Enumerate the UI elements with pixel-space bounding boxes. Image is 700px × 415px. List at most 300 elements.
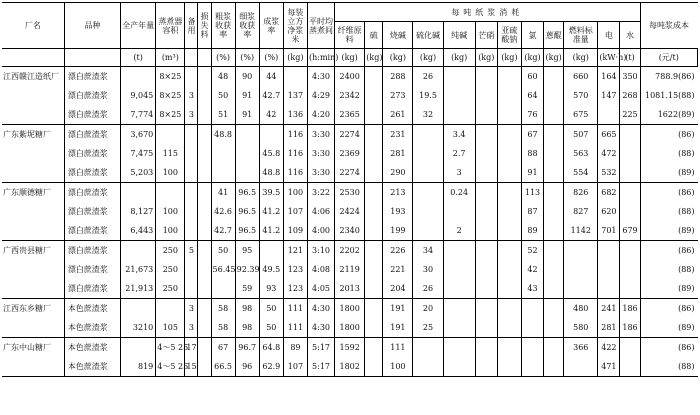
table-cell xyxy=(620,202,640,221)
table-cell: 92.39 xyxy=(235,260,259,279)
table-cell: 281 xyxy=(383,144,413,163)
table-cell xyxy=(259,125,283,145)
table-cell xyxy=(443,318,475,338)
table-cell: 290 xyxy=(383,163,413,183)
cost-cell: (86) xyxy=(640,183,697,203)
table-cell xyxy=(235,144,259,163)
table-cell xyxy=(121,183,156,203)
table-cell: 123 xyxy=(283,279,307,299)
product-name: 漂白蔗渣浆 xyxy=(64,86,120,105)
table-cell xyxy=(475,260,497,279)
cost-cell: (86) xyxy=(640,125,697,145)
table-cell: 105 xyxy=(156,318,185,338)
table-cell: 93 xyxy=(259,279,283,299)
table-cell xyxy=(365,202,383,221)
table-cell: 231 xyxy=(383,125,413,145)
table-cell: 3,670 xyxy=(121,125,156,145)
table-cell xyxy=(198,202,211,221)
unit-cell: (%) xyxy=(235,49,259,67)
table-cell: 4:30 xyxy=(307,299,334,319)
table-cell xyxy=(121,338,156,358)
table-cell: 1802 xyxy=(335,357,365,377)
table-cell: 191 xyxy=(383,318,413,338)
product-name: 本色蔗渣浆 xyxy=(64,357,120,377)
table-cell: 116 xyxy=(283,125,307,145)
col-crude-yield: 粗浆收获率 xyxy=(211,3,235,49)
unit-cell: (kg) xyxy=(443,49,475,67)
cost-cell: (86) xyxy=(640,299,697,319)
table-cell xyxy=(198,105,211,125)
table-cell: 90 xyxy=(235,67,259,87)
table-cell: 226 xyxy=(383,241,413,261)
table-cell xyxy=(365,163,383,183)
table-cell xyxy=(598,279,620,299)
table-cell: 49.5 xyxy=(259,260,283,279)
table-cell xyxy=(544,183,564,203)
table-cell xyxy=(365,183,383,203)
table-cell: 3:30 xyxy=(307,144,334,163)
table-cell xyxy=(620,338,640,358)
table-cell: 221 xyxy=(383,260,413,279)
table-cell xyxy=(413,202,443,221)
unit-cell: (kg) xyxy=(521,49,543,67)
table-cell xyxy=(544,260,564,279)
table-cell: 2274 xyxy=(335,125,365,145)
table-cell: 4:29 xyxy=(307,86,334,105)
table-cell: 570 xyxy=(564,86,598,105)
table-cell: 480 xyxy=(564,299,598,319)
table-cell: 1800 xyxy=(335,299,365,319)
table-cell xyxy=(211,279,235,299)
table-cell xyxy=(497,279,521,299)
table-cell: 422 xyxy=(598,338,620,358)
col-fuel: 燃料标准量 xyxy=(564,22,598,49)
product-name: 漂白蔗渣浆 xyxy=(64,125,120,145)
table-cell xyxy=(620,125,640,145)
table-cell xyxy=(497,86,521,105)
table-cell xyxy=(185,183,198,203)
table-cell: 471 xyxy=(598,357,620,377)
table-cell: 2369 xyxy=(335,144,365,163)
table-cell xyxy=(413,338,443,358)
table-cell: 26 xyxy=(413,279,443,299)
table-cell: 147 xyxy=(598,86,620,105)
factory-name xyxy=(2,279,64,299)
table-cell xyxy=(365,125,383,145)
table-cell: 88 xyxy=(521,144,543,163)
table-cell xyxy=(497,183,521,203)
table-cell xyxy=(475,183,497,203)
table-row xyxy=(2,357,698,377)
table-cell: 76 xyxy=(521,105,543,125)
table-cell: 50 xyxy=(211,241,235,261)
factory-name: 广东中山糖厂 xyxy=(2,338,64,358)
table-cell: 91 xyxy=(235,105,259,125)
table-cell xyxy=(443,105,475,125)
table-cell: 8×25 xyxy=(156,67,185,87)
table-cell: 45.8 xyxy=(259,144,283,163)
table-cell: 41.2 xyxy=(259,202,283,221)
table-cell xyxy=(365,241,383,261)
table-cell: 91 xyxy=(235,86,259,105)
table-cell xyxy=(443,260,475,279)
table-cell xyxy=(620,279,640,299)
table-cell: 123 xyxy=(283,260,307,279)
table-cell: 48.8 xyxy=(211,125,235,145)
table-cell xyxy=(564,357,598,377)
table-cell: 3:22 xyxy=(307,183,334,203)
cost-cell: (88) xyxy=(678,207,695,216)
table-cell xyxy=(185,67,198,87)
table-cell: 20 xyxy=(413,299,443,319)
table-cell: 3 xyxy=(185,318,198,338)
table-cell xyxy=(521,338,543,358)
table-cell xyxy=(620,183,640,203)
cost-cell: (86) xyxy=(640,338,697,358)
table-cell xyxy=(156,183,185,203)
col-sodium-sulfide: 硫化碱 xyxy=(413,22,443,49)
table-cell xyxy=(365,67,383,87)
cost-cell: (89) xyxy=(678,323,695,332)
table-cell xyxy=(497,357,521,377)
product-name: 漂白蔗渣浆 xyxy=(64,221,120,241)
cost-cell: (88) xyxy=(678,362,695,371)
table-cell: 41 xyxy=(211,183,235,203)
table-cell: 3 xyxy=(185,86,198,105)
table-cell xyxy=(443,279,475,299)
col-mirabilite: 芒硝 xyxy=(475,22,497,49)
table-cell: 665 xyxy=(598,125,620,145)
col-chlorine: 氯 xyxy=(521,22,543,49)
col-electricity: 电 xyxy=(598,22,620,49)
unit-cell: (kg) xyxy=(544,49,564,67)
factory-name xyxy=(2,86,64,105)
table-cell: 225 xyxy=(620,105,640,125)
table-cell xyxy=(544,202,564,221)
table-cell: 17 xyxy=(185,338,198,358)
table-cell: 96.5 xyxy=(235,221,259,241)
table-cell: 42.7 xyxy=(211,221,235,241)
unit-cell: (h:min) xyxy=(307,49,334,67)
unit-cell: (t) xyxy=(121,49,156,67)
table-cell: 19.5 xyxy=(413,86,443,105)
table-cell: 67 xyxy=(521,125,543,145)
unit-cell: (kg) xyxy=(475,49,497,67)
table-cell xyxy=(620,241,640,261)
table-cell: 250 xyxy=(156,279,185,299)
table-cell: 4:05 xyxy=(307,279,334,299)
table-cell xyxy=(185,163,198,183)
table-cell xyxy=(521,299,543,319)
table-cell xyxy=(198,144,211,163)
col-caustic: 烧碱 xyxy=(383,22,413,49)
table-cell: 2274 xyxy=(335,163,365,183)
table-cell xyxy=(620,260,640,279)
table-cell: 3:30 xyxy=(307,125,334,145)
table-cell xyxy=(497,338,521,358)
table-cell: 66.5 xyxy=(211,357,235,377)
table-cell xyxy=(198,279,211,299)
factory-name xyxy=(2,163,64,183)
unit-cell: (%) xyxy=(211,49,235,67)
unit-cell: (kg) xyxy=(283,49,307,67)
table-row xyxy=(2,67,698,87)
table-cell: 2424 xyxy=(335,202,365,221)
table-cell xyxy=(185,260,198,279)
table-cell: 620 xyxy=(598,202,620,221)
cost-cell: (89) xyxy=(678,168,695,177)
table-cell: 366 xyxy=(564,338,598,358)
unit-cell: (kg) xyxy=(413,49,443,67)
table-cell xyxy=(620,144,640,163)
table-cell xyxy=(521,357,543,377)
table-cell xyxy=(544,144,564,163)
cost-cell: (88) xyxy=(678,265,695,274)
table-cell xyxy=(564,279,598,299)
table-cell: 682 xyxy=(598,183,620,203)
table-cell xyxy=(156,125,185,145)
factory-name: 江西赣江造纸厂 xyxy=(2,67,64,87)
unit-cell: (kg) xyxy=(383,49,413,67)
table-cell: 281 xyxy=(598,318,620,338)
table-cell: 186 xyxy=(620,318,640,338)
table-cell: 1800 xyxy=(335,318,365,338)
table-cell xyxy=(475,67,497,87)
table-cell xyxy=(365,144,383,163)
table-cell: 116 xyxy=(283,163,307,183)
table-cell: 4:30 xyxy=(307,67,334,87)
table-cell: 827 xyxy=(564,202,598,221)
table-cell: 96.5 xyxy=(235,183,259,203)
table-cell: 43 xyxy=(521,279,543,299)
table-cell xyxy=(235,163,259,183)
table-cell: 2342 xyxy=(335,86,365,105)
table-cell: 111 xyxy=(283,299,307,319)
table-cell xyxy=(475,105,497,125)
product-name: 漂白蔗渣浆 xyxy=(64,241,120,261)
table-cell: 98 xyxy=(235,299,259,319)
table-cell: 2530 xyxy=(335,183,365,203)
table-cell: 507 xyxy=(564,125,598,145)
table-cell xyxy=(283,67,307,87)
table-cell: 50 xyxy=(211,86,235,105)
table-cell: 62.9 xyxy=(259,357,283,377)
table-cell xyxy=(413,125,443,145)
table-cell: 472 xyxy=(598,144,620,163)
table-cell xyxy=(497,144,521,163)
table-cell: 3 xyxy=(185,105,198,125)
table-cell xyxy=(475,221,497,241)
table-cell: 89 xyxy=(283,338,307,358)
table-cell: 111 xyxy=(383,338,413,358)
table-cell xyxy=(544,125,564,145)
table-cell xyxy=(185,125,198,145)
table-cell: 250 xyxy=(156,260,185,279)
table-cell xyxy=(443,67,475,87)
unit-cell: (m³) xyxy=(156,49,185,67)
table-cell xyxy=(185,279,198,299)
product-name: 漂白蔗渣浆 xyxy=(64,279,120,299)
table-cell xyxy=(544,241,564,261)
table-cell xyxy=(198,299,211,319)
table-row xyxy=(2,241,698,261)
table-cell xyxy=(443,357,475,377)
table-cell: 51 xyxy=(211,105,235,125)
table-cell xyxy=(475,202,497,221)
table-cell xyxy=(198,357,211,377)
consumption-group-header: 每吨纸浆消耗 xyxy=(335,3,640,22)
unit-cell xyxy=(198,49,211,67)
table-cell: 9,045 xyxy=(121,86,156,105)
table-cell xyxy=(121,299,156,319)
table-cell: 100 xyxy=(156,202,185,221)
factory-name xyxy=(2,221,64,241)
col-digester-volume: 蒸煮器容积 xyxy=(156,3,185,49)
table-cell: 96.5 xyxy=(235,202,259,221)
unit-cell xyxy=(185,49,198,67)
table-cell xyxy=(475,125,497,145)
table-cell xyxy=(475,279,497,299)
table-cell xyxy=(544,318,564,338)
table-cell xyxy=(365,299,383,319)
col-fine-yield: 细浆收获率 xyxy=(235,3,259,49)
table-cell xyxy=(413,144,443,163)
table-cell xyxy=(544,357,564,377)
table-cell: 288 xyxy=(383,67,413,87)
table-cell xyxy=(156,299,185,319)
col-standby: 备用 xyxy=(185,3,198,49)
col-factory: 厂名 xyxy=(2,3,64,49)
table-cell: 2.7 xyxy=(443,144,475,163)
table-cell: 2119 xyxy=(335,260,365,279)
table-cell: 4:06 xyxy=(307,202,334,221)
table-cell: 100 xyxy=(383,357,413,377)
table-cell xyxy=(544,299,564,319)
table-cell xyxy=(443,338,475,358)
unit-cell: (kg) xyxy=(335,49,365,67)
table-cell: 273 xyxy=(383,86,413,105)
table-cell: 100 xyxy=(156,163,185,183)
cost-cell: 1622(89) xyxy=(657,110,695,119)
table-cell xyxy=(365,338,383,358)
cost-cell: 1081.15(88) xyxy=(644,91,695,100)
table-cell: 32 xyxy=(413,105,443,125)
table-cell xyxy=(443,299,475,319)
table-cell xyxy=(598,260,620,279)
table-cell: 819 xyxy=(121,357,156,377)
table-cell xyxy=(198,125,211,145)
table-cell: 107 xyxy=(283,202,307,221)
table-cell: 116 xyxy=(283,144,307,163)
cost-cell: (88) xyxy=(678,149,695,158)
table-cell xyxy=(198,318,211,338)
table-cell: 60 xyxy=(521,67,543,87)
product-name: 本色蔗渣浆 xyxy=(64,338,120,358)
product-name: 漂白蔗渣浆 xyxy=(64,105,120,125)
table-cell: 48 xyxy=(211,67,235,87)
table-cell xyxy=(544,163,564,183)
table-cell xyxy=(198,183,211,203)
table-cell: 204 xyxy=(383,279,413,299)
factory-name: 江西东乡糖厂 xyxy=(2,299,64,319)
col-water: 水 xyxy=(620,22,640,49)
product-name: 漂白蔗渣浆 xyxy=(64,202,120,221)
table-cell: 44 xyxy=(259,67,283,87)
product-name: 漂白蔗渣浆 xyxy=(64,163,120,183)
table-cell: 0.24 xyxy=(443,183,475,203)
table-cell: 8,127 xyxy=(121,202,156,221)
table-row xyxy=(2,279,698,299)
col-anthraquinone: 蒽醌 xyxy=(544,22,564,49)
table-cell: 15 xyxy=(185,357,198,377)
units-row xyxy=(2,49,698,67)
table-cell xyxy=(598,105,620,125)
table-cell xyxy=(198,260,211,279)
table-cell xyxy=(497,67,521,87)
table-cell: 193 xyxy=(383,202,413,221)
table-cell: 58 xyxy=(211,299,235,319)
table-cell: 39.5 xyxy=(259,183,283,203)
table-cell xyxy=(598,241,620,261)
table-cell: 4:30 xyxy=(307,318,334,338)
table-row xyxy=(2,299,698,319)
factory-name: 广东紫坭糖厂 xyxy=(2,125,64,145)
col-product: 品种 xyxy=(64,3,120,49)
table-cell xyxy=(475,299,497,319)
table-cell xyxy=(620,163,640,183)
table-cell: 8×25 xyxy=(156,105,185,125)
table-cell: 26 xyxy=(413,67,443,87)
table-cell xyxy=(365,105,383,125)
factory-name xyxy=(2,105,64,125)
table-cell: 191 xyxy=(383,299,413,319)
table-cell: 67 xyxy=(211,338,235,358)
product-name: 漂白蔗渣浆 xyxy=(64,260,120,279)
col-sulfite: 亚硫酸钠 xyxy=(497,22,521,49)
table-cell: 50 xyxy=(259,299,283,319)
table-cell: 4～5 25 xyxy=(156,357,185,377)
table-cell: 2365 xyxy=(335,105,365,125)
factory-name xyxy=(2,318,64,338)
table-cell: 50 xyxy=(259,318,283,338)
table-cell: 4:00 xyxy=(307,221,334,241)
table-cell: 91 xyxy=(521,163,543,183)
product-name: 漂白蔗渣浆 xyxy=(64,67,120,87)
table-cell: 4:20 xyxy=(307,105,334,125)
table-cell xyxy=(211,163,235,183)
table-cell xyxy=(544,86,564,105)
table-row xyxy=(2,202,698,221)
factory-name xyxy=(2,357,64,377)
table-cell: 213 xyxy=(383,183,413,203)
table-cell: 64.8 xyxy=(259,338,283,358)
col-soda-ash: 纯碱 xyxy=(443,22,475,49)
table-cell: 563 xyxy=(564,144,598,163)
table-cell: 186 xyxy=(620,299,640,319)
table-cell: 100 xyxy=(283,183,307,203)
table-cell xyxy=(521,318,543,338)
table-cell: 3210 xyxy=(121,318,156,338)
table-cell: 96 xyxy=(235,357,259,377)
table-cell: 350 xyxy=(620,67,640,87)
table-cell xyxy=(497,163,521,183)
table-cell: 56.45 xyxy=(211,260,235,279)
unit-cell: (kg) xyxy=(564,49,598,67)
table-cell: 95 xyxy=(235,241,259,261)
unit-cell: (kW·h) xyxy=(598,49,620,67)
cost-cell: 788.9(86) xyxy=(655,72,695,81)
table-cell xyxy=(365,279,383,299)
